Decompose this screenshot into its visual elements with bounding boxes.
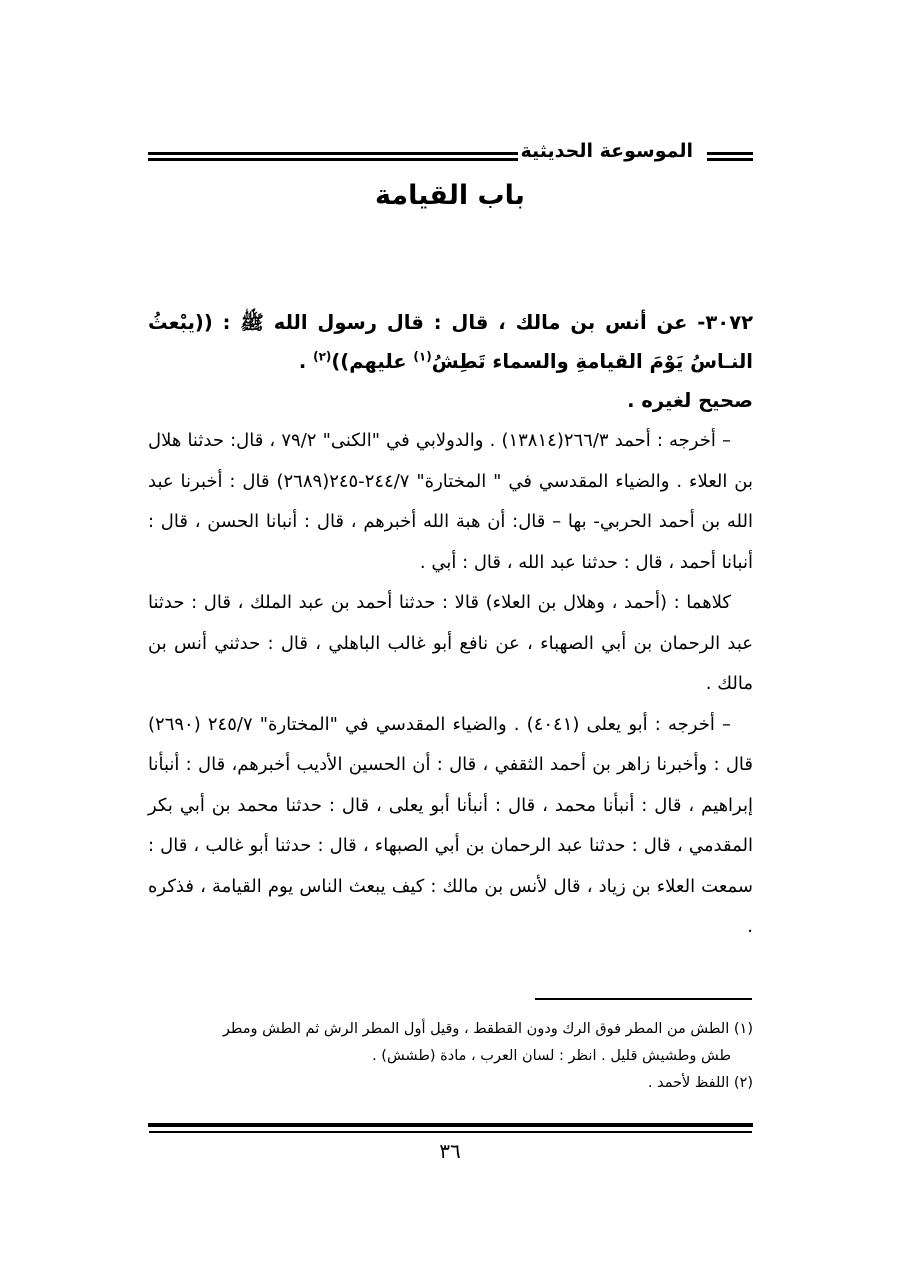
hadith-text-middle: عليهم)) [331, 350, 414, 373]
chapter-title: باب القيامة [375, 180, 525, 211]
footnote-1-continued: طش وطشيش قليل . انظر : لسان العرب ، مادة (طشش) . [372, 1048, 731, 1064]
hadith-text-end: . [298, 350, 314, 373]
footnote-marker-2: (٢) [313, 349, 332, 364]
hadith-text [148, 303, 753, 381]
running-header [148, 140, 753, 170]
takhrij-paragraph: – أخرجه : أبو يعلى (٤٠٤١) . والضياء المقدسي في "المختارة" ٢٤٥/٧ (٢٦٩٠) قال : وأخبرنا زاهر بن أحمد الثقفي ، قال : أن الحسين الأديب أخبرهم، قال : أنبأنا إبراهيم ، قال : أنبأنا محمد ، قال : أنبأنا أبو يعلى ، قال : حدثنا محمد بن أبي بكر المقدمي ، قال : حدثنا عبد الرحمان بن أبي الصبهاء ، قال : حدثنا أبو غالب ، قال : سمعت العلاء بن زياد ، قال لأنس بن مالك : كيف يبعث الناس يوم القيامة ، فذكره . [148, 713, 753, 937]
hadith-grade: صحيح لغيره . [627, 389, 753, 412]
page-number: ٣٦ [439, 1139, 461, 1163]
bottom-rule [148, 1123, 753, 1127]
header-rule-left [148, 152, 518, 155]
takhrij-paragraph: – أخرجه : أحمد ٢٦٦/٣(١٣٨١٤) . والدولابي في "الكنى" ٧٩/٢ ، قال: حدثنا هلال بن العلاء . والضياء المقدسي في " المختارة" ٢٤٤/٧-٢٤٥(٢٦٨٩) قال : أخبرنا عبد الله بن أحمد الحربي- بها – قال: أن هبة الله أخبرهم ، قال : أنبانا الحسن ، قال : أنبانا أحمد ، قال : حدثنا عبد الله ، قال : أبي . [148, 430, 753, 573]
takhrij-paragraph: كلاهما : (أحمد ، وهلال بن العلاء) قالا : حدثنا أحمد بن عبد الملك ، قال : حدثنا عبد الرحمان بن أبي الصهباء ، عن نافع أبو غالب الباهلي ، قال : حدثني أنس بن مالك . [148, 592, 753, 694]
header-rule-right [707, 152, 753, 155]
footnote-1: (١) الطش من المطر فوق الرك ودون القطقط ، وقيل أول المطر الرش ثم الطش ومطر [222, 1021, 753, 1037]
main-text [148, 303, 753, 948]
book-title: الموسوعة الحديثية [520, 140, 693, 162]
footnote-2: (٢) اللفظ لأحمد . [647, 1075, 753, 1091]
hadith-text-start: ٣٠٧٢- عن أنس بن مالك ، قال : قال رسول الله ﷺ : ((يبْعثُ النـاسُ يَوْمَ القيامةِ والسماء تَطِشُ [148, 311, 753, 373]
footnotes [148, 1016, 753, 1097]
footnote-separator [535, 998, 752, 1000]
footnote-marker-1: (١) [413, 349, 432, 364]
